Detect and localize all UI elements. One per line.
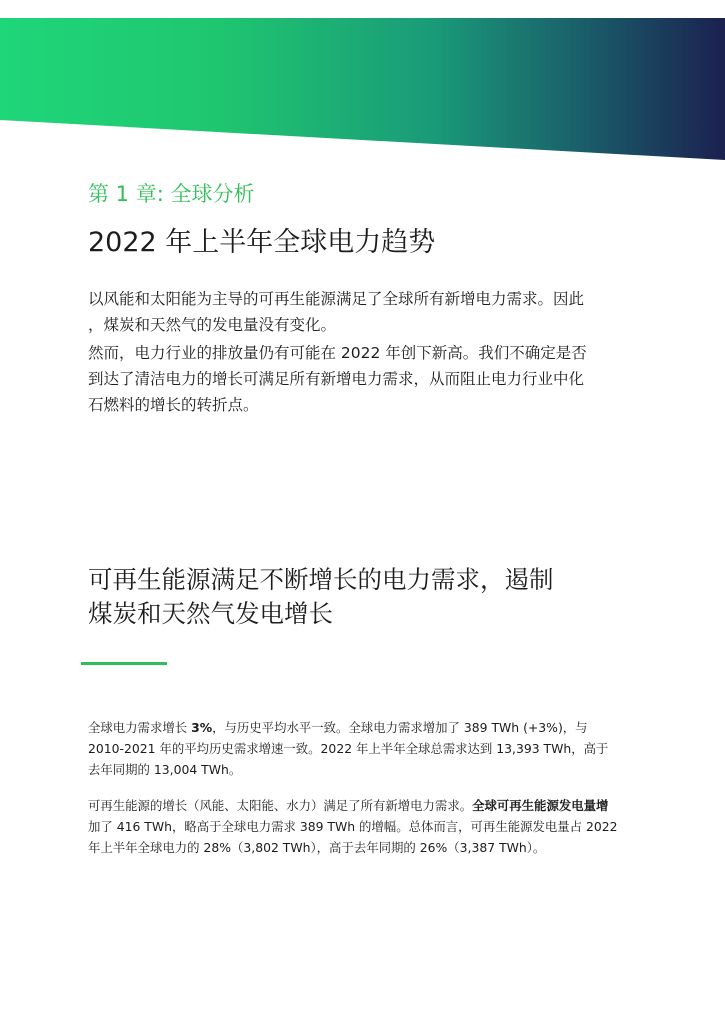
text-span: 全球电力需求增长 — [88, 720, 192, 735]
body-paragraph-renewables — [88, 795, 648, 858]
intro-paragraph-1 — [88, 286, 648, 338]
paragraph-line: 年上半年全球电力的 28%（3,802 TWh），高于去年同期的 26%（3,387 TWh）。 — [88, 840, 546, 855]
text-span: 可再生能源的增长（风能、太阳能、水力）满足了所有新增电力需求。 — [88, 798, 473, 813]
paragraph-line: 加了 416 TWh，略高于全球电力需求 389 TWh 的增幅。总体而言，可再生能源发电量占 2022 — [88, 819, 618, 834]
banner-shape — [0, 18, 725, 160]
intro-p1-line: ，煤炭和天然气的发电量没有变化。 — [88, 316, 337, 334]
intro-p2-line: 然而，电力行业的排放量仍有可能在 2022 年创下新高。我们不确定是否 — [88, 344, 587, 362]
paragraph-line: 去年同期的 13,004 TWh。 — [88, 762, 242, 777]
section-heading-line: 煤炭和天然气发电增长 — [88, 599, 333, 628]
page-title: 2022 年上半年全球电力趋势 — [88, 227, 436, 258]
highlight-value: 3% — [191, 720, 213, 735]
header-banner — [0, 18, 725, 160]
body-paragraph-demand — [88, 717, 648, 780]
intro-paragraph-2 — [88, 340, 648, 418]
section-heading — [88, 563, 648, 631]
chapter-label: 第 1 章: 全球分析 — [88, 182, 255, 206]
section-heading-line: 可再生能源满足不断增长的电力需求，遏制 — [88, 565, 554, 594]
paragraph-line — [88, 717, 648, 738]
text-span: ，与历史平均水平一致。全球电力需求增加了 389 TWh (+3%)，与 — [212, 720, 588, 735]
intro-p2-line: 石燃料的增长的转折点。 — [88, 396, 259, 414]
intro-p1-line: 以风能和太阳能为主导的可再生能源满足了全球所有新增电力需求。因此 — [88, 290, 585, 308]
paragraph-line: 2010-2021 年的平均历史需求增速一致。2022 年上半年全球总需求达到 13,393 TWh，高于 — [88, 741, 609, 756]
intro-text — [88, 286, 648, 420]
paragraph-line — [88, 795, 648, 816]
highlight-text: 全球可再生能源发电量增 — [472, 798, 609, 813]
section-divider — [81, 662, 167, 665]
intro-p2-line: 到达了清洁电力的增长可满足所有新增电力需求，从而阻止电力行业中化 — [88, 370, 585, 388]
